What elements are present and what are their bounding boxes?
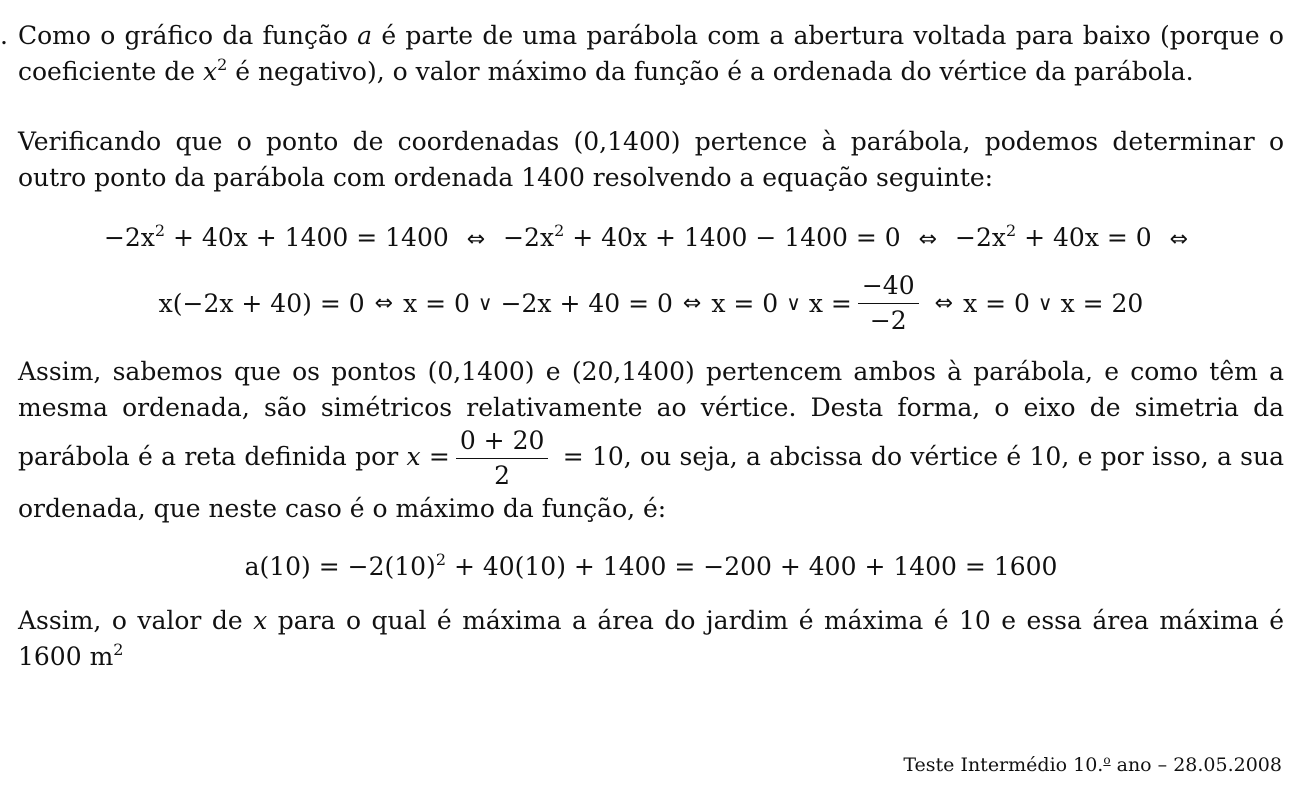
iff-symbol: ⇔ bbox=[934, 290, 954, 316]
or-symbol: ∨ bbox=[477, 291, 493, 315]
or-symbol: ∨ bbox=[1037, 291, 1053, 315]
equation-1: $-2x^2 + 40x + 1400 = 1400$ ⇔ $-2x^2 + 40x + 1400 - 1400 = 0$ ⇔ $-2x^2 + 40x = 0$ ⇔ bbox=[18, 218, 1284, 260]
iff-symbol: ⇔ bbox=[682, 290, 702, 316]
var-x: x bbox=[202, 57, 218, 86]
fraction-minus40-over-minus2: $\frac{-40}{-2}$ bbox=[858, 271, 919, 336]
paragraph-conclusion: Assim, o valor de x para o qual é máxima a área do jardim é máxima é 10 e essa área máxima é 1600 $m^2$ bbox=[18, 606, 1284, 671]
equation-2: x(−2x + 40) = 0 ⇔ x = 0 ∨ −2x + 40 = 0 ⇔ x = 0 ∨ x = $\frac{-40}{-2}$ ⇔ x = 0 ∨ x = 20 bbox=[158, 270, 1144, 335]
equation-maximum: $a(10) = -2(10)^2 + 40(10) + 1400 = -200 + 400 + 1400 = 1600$ bbox=[244, 550, 1058, 581]
paragraph-find-point: Verificando que o ponto de coordenadas (0,1400) pertence à parábola, podemos determinar o outro ponto da parábola com ordenada 1400 resolvendo a equação seguinte: bbox=[18, 127, 1284, 192]
iff-symbol: ⇔ bbox=[466, 227, 486, 252]
iff-symbol: ⇔ bbox=[374, 290, 394, 316]
var-a: a bbox=[357, 21, 373, 50]
source-footer: Teste Intermédio 10.$^o$ ano – 28.05.2008 bbox=[903, 753, 1282, 776]
paragraph-parabola-vertex: . Como o gráfico da função a é parte de uma parábola com a abertura voltada para baixo (porque o coeficiente de $x^2$ é negativo), o valor máximo da função é a ordenada do vértice da parábola. bbox=[18, 18, 1284, 90]
iff-symbol: ⇔ bbox=[1169, 227, 1189, 252]
iff-symbol: ⇔ bbox=[918, 227, 938, 252]
bullet-mark: . bbox=[0, 21, 8, 50]
or-symbol: ∨ bbox=[786, 291, 801, 315]
paragraph-symmetry-axis: Assim, sabemos que os pontos (0,1400) e (20,1400) pertencem ambos à parábola, e como têm a mesma ordenada, são simétricos relativamente ao vértice. Desta forma, o eixo de simetria da parábola é a reta definida por x = $\frac{0 + 20}{2}$ = 10, ou seja, a abcissa do vértice é 10, e por isso, a sua ordenada, que neste caso é o máximo da função, é: bbox=[18, 357, 1285, 523]
resolution-document bbox=[0, 18, 1285, 675]
fraction-0plus20-over-2: $\frac{0 + 20}{2}$ bbox=[456, 426, 549, 491]
